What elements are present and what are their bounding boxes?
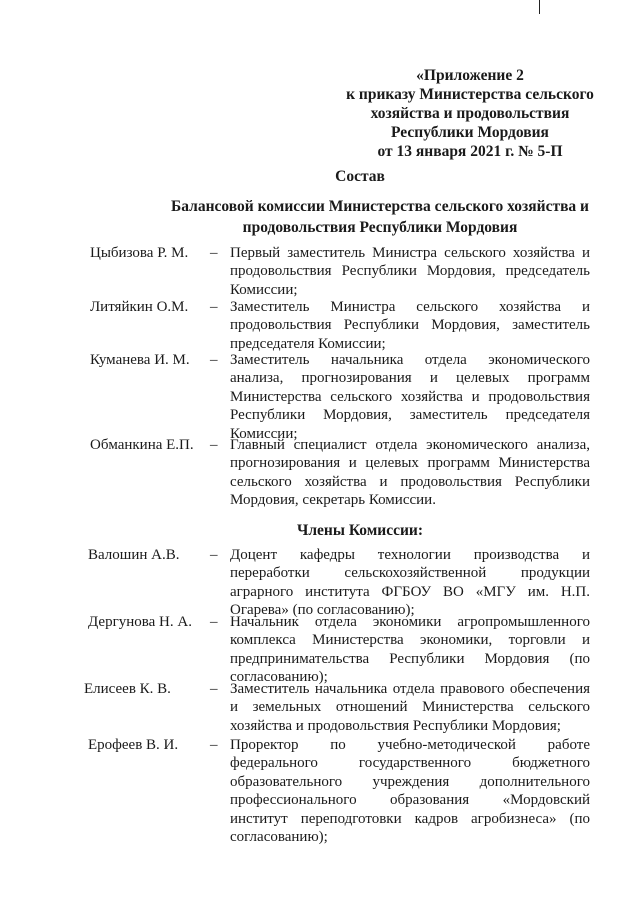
- person-role: Начальник отдела экономики агропромышленного комплекса Министерства экономики, торговли и предпринимательства Республики Мордовия (по согласованию);: [230, 614, 590, 686]
- person-name: Ерофеев В. И.: [88, 737, 179, 753]
- person-role: Первый заместитель Министра сельского хозяйства и продовольствия Республики Мордовия, председатель Комиссии;: [230, 245, 590, 298]
- entry-dash: –: [210, 681, 218, 697]
- person-role: Доцент кафедры технологии производства и переработки сельскохозяйственной продукции аграрного института ФГБОУ ВО «МГУ им. Н.П. Огарева» (по согласованию);: [230, 547, 590, 619]
- appendix-line: от 13 января 2021 г. № 5-П: [377, 143, 563, 160]
- person-name: Обманкина Е.П.: [90, 437, 194, 453]
- person-role: Заместитель Министра сельского хозяйства и продовольствия Республики Мордовия, заместитель председателя Комиссии;: [230, 299, 590, 352]
- entry-dash: –: [210, 299, 218, 315]
- person-role: Главный специалист отдела экономического анализа, прогнозирования и целевых программ Министерства сельского хозяйства и продовольствия Республики Мордовия, секретарь Комиссии.: [230, 437, 590, 509]
- entry-dash: –: [210, 245, 218, 261]
- person-name: Дергунова Н. А.: [88, 614, 192, 630]
- appendix-line: хозяйства и продовольствия: [370, 105, 570, 122]
- document-title: Состав: [335, 168, 385, 185]
- appendix-line: «Приложение 2: [416, 67, 524, 84]
- person-name: Валошин А.В.: [88, 547, 180, 563]
- document-subtitle: [100, 196, 640, 238]
- subtitle-line: продовольствия Республики Мордовия: [242, 219, 518, 236]
- entry-dash: –: [210, 437, 218, 453]
- appendix-line: Республики Мордовия: [391, 124, 549, 141]
- entry-dash: –: [210, 352, 218, 368]
- members-heading: Члены Комиссии:: [296, 522, 424, 539]
- person-role: Заместитель начальника отдела правового обеспечения и земельных отношений Министерства сельского хозяйства и продовольствия Республики Мордовия;: [230, 681, 590, 734]
- person-name: Цыбизова Р. М.: [90, 245, 189, 261]
- person-name: Литяйкин О.М.: [90, 299, 189, 315]
- subtitle-line: Балансовой комиссии Министерства сельского хозяйства и: [171, 198, 589, 215]
- person-role: Проректор по учебно-методической работе федерального государственного бюджетного образовательного учреждения дополнительного профессионального образования «Мордовский институт переподготовки кадров агробизнеса» (по согласованию);: [230, 737, 590, 846]
- page-edge-mark: [539, 0, 540, 14]
- appendix-header: [330, 66, 610, 161]
- person-name: Елисеев К. В.: [84, 681, 171, 697]
- person-role: Заместитель начальника отдела экономического анализа, прогнозирования и целевых программ Министерства сельского хозяйства и продовольствия Республики Мордовия, заместитель председателя Комиссии;: [230, 352, 590, 442]
- entry-dash: –: [210, 547, 218, 563]
- entry-dash: –: [210, 737, 218, 753]
- appendix-line: к приказу Министерства сельского: [346, 86, 594, 103]
- person-name: Куманева И. М.: [90, 352, 190, 368]
- entry-dash: –: [210, 614, 218, 630]
